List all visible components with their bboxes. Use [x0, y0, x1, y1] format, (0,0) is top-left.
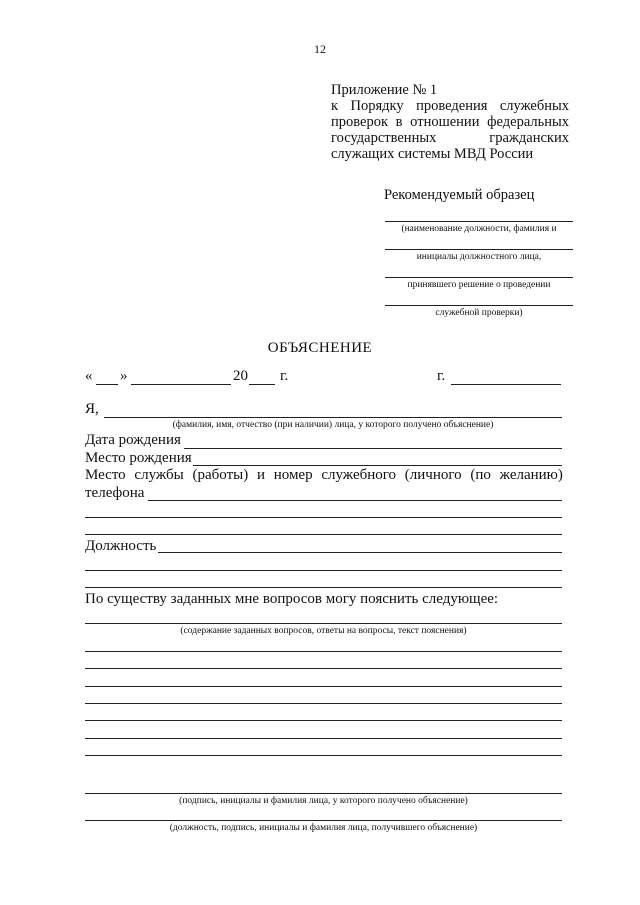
service-word: желанию)	[499, 467, 563, 483]
addressee-line[interactable]	[385, 249, 573, 250]
full-name-blank[interactable]	[104, 417, 562, 418]
appendix-line: к Порядку проведения служебных	[331, 98, 569, 114]
position-label: Должность	[85, 538, 157, 554]
service-word: (по	[470, 467, 491, 483]
date-open-quote: «	[85, 368, 93, 384]
appendix-line: служащих системы МВД России	[331, 146, 534, 162]
phone-label: телефона	[85, 485, 145, 501]
explanation-blank[interactable]	[85, 755, 562, 756]
person-signature-line[interactable]	[85, 793, 562, 794]
addressee-line[interactable]	[385, 221, 573, 222]
service-word: служебного	[321, 467, 397, 483]
service-place-blank[interactable]	[148, 500, 562, 501]
service-word: (личного	[404, 467, 462, 483]
official-signature-line[interactable]	[85, 820, 562, 821]
explanation-blank[interactable]	[85, 738, 562, 739]
explanation-blank[interactable]	[85, 703, 562, 704]
appendix-header	[331, 82, 569, 162]
appendix-line: проверок в отношении федеральных	[331, 114, 569, 130]
person-signature-caption: (подпись, инициалы и фамилия лица, у которого получено объяснение)	[179, 796, 468, 806]
city-prefix: г.	[437, 368, 446, 384]
explanation-blank[interactable]	[85, 668, 562, 669]
service-word: службы	[134, 467, 184, 483]
birth-date-blank[interactable]	[184, 448, 562, 449]
service-place-blank[interactable]	[85, 534, 562, 535]
addressee-line[interactable]	[385, 277, 573, 278]
month-blank[interactable]	[131, 384, 231, 385]
service-place-blank[interactable]	[85, 517, 562, 518]
birth-place-label: Место рождения	[85, 450, 192, 466]
addressee-caption: принявшего решение о проведении	[407, 280, 551, 290]
year-blank[interactable]	[249, 384, 275, 385]
explanation-blank[interactable]	[85, 623, 562, 624]
explanation-blank[interactable]	[85, 720, 562, 721]
city-blank[interactable]	[451, 384, 561, 385]
page-number: 12	[314, 42, 326, 56]
year-suffix: г.	[280, 368, 289, 384]
official-signature-caption: (должность, подпись, инициалы и фамилия лица, получившего объяснение)	[169, 823, 478, 833]
document-title: ОБЪЯСНЕНИЕ	[267, 340, 373, 356]
position-blank[interactable]	[85, 570, 562, 571]
explanation-blank[interactable]	[85, 686, 562, 687]
full-name-caption: (фамилия, имя, отчество (при наличии) лица, у которого получено объяснение)	[172, 420, 494, 430]
explanation-caption: (содержание заданных вопросов, ответы на вопросы, текст пояснения)	[180, 626, 467, 636]
service-place-label	[85, 467, 563, 484]
birth-place-blank[interactable]	[193, 465, 562, 466]
explanation-blank[interactable]	[85, 651, 562, 652]
day-blank[interactable]	[96, 384, 118, 385]
addressee-line[interactable]	[385, 305, 573, 306]
addressee-caption: инициалы должностного лица,	[416, 252, 542, 262]
service-word: номер	[273, 467, 313, 483]
appendix-line: Приложение № 1	[331, 82, 438, 98]
date-close-quote: »	[120, 368, 128, 384]
recommended-sample-label: Рекомендуемый образец	[384, 187, 535, 203]
explanation-intro: По существу заданных мне вопросов могу пояснить следующее:	[85, 591, 499, 607]
position-blank[interactable]	[158, 552, 562, 553]
addressee-caption: (наименование должности, фамилия и	[401, 224, 557, 234]
addressee-caption: служебной проверки)	[435, 308, 523, 318]
service-word: Место	[85, 467, 126, 483]
year-prefix: 20	[233, 368, 248, 384]
service-word: (работы)	[192, 467, 249, 483]
birth-date-label: Дата рождения	[85, 432, 181, 448]
position-blank[interactable]	[85, 587, 562, 588]
appendix-line: государственных гражданских	[331, 130, 569, 146]
ya-label: Я,	[85, 401, 99, 417]
service-word: и	[256, 467, 265, 483]
